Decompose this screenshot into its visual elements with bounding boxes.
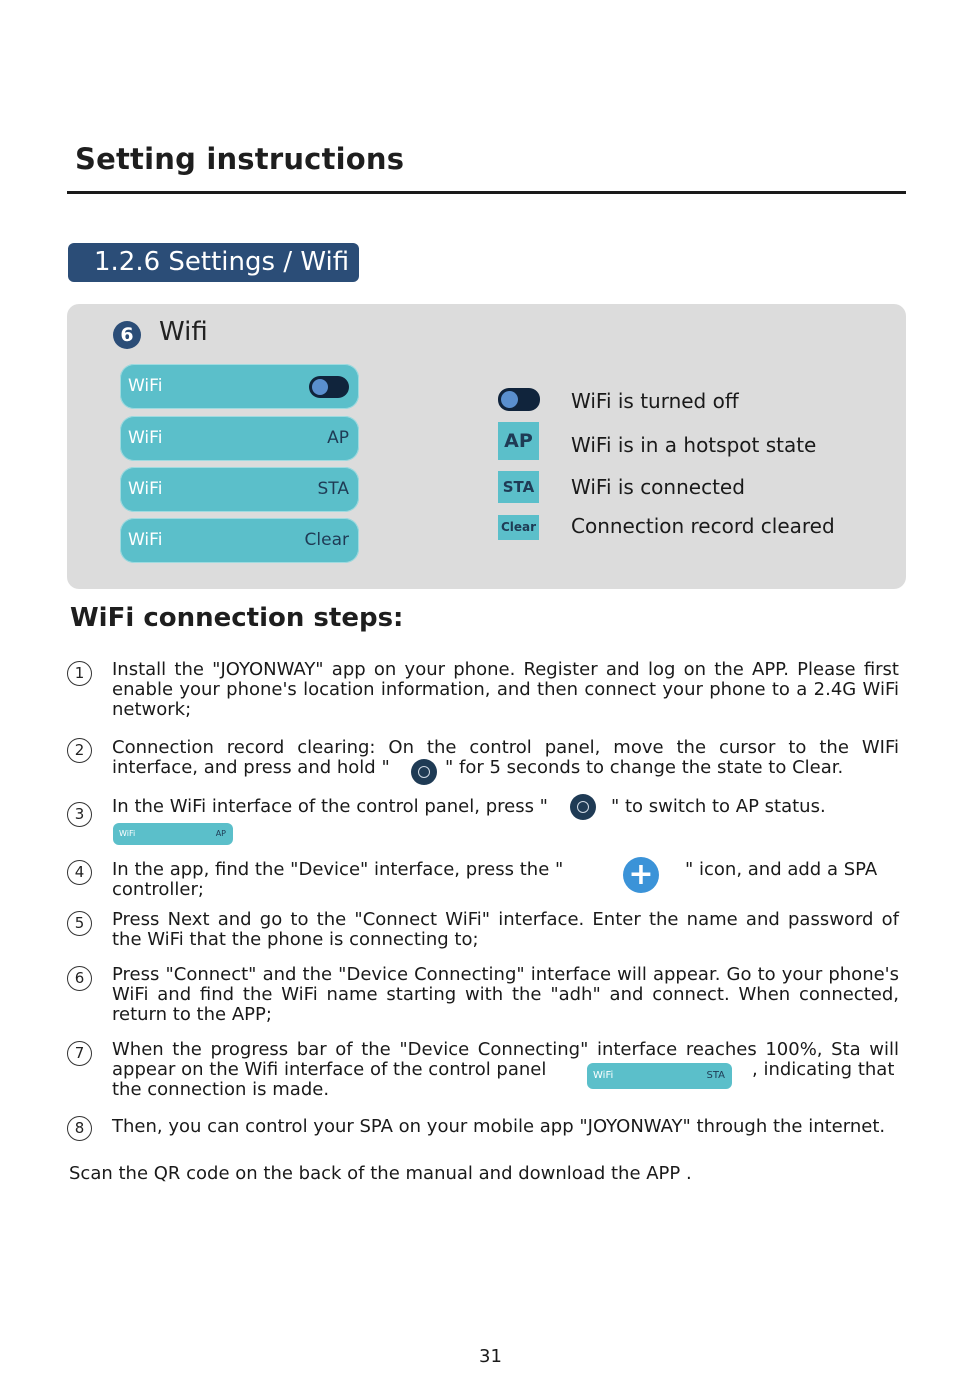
wifi-button-off[interactable] xyxy=(120,364,359,409)
clear-icon: Clear xyxy=(498,515,539,540)
steps-heading: WiFi connection steps: xyxy=(70,603,404,633)
step-text: , indicating that xyxy=(752,1059,895,1080)
bar-label: WiFi xyxy=(119,829,136,838)
control-button-icon xyxy=(570,794,596,820)
step-number: 1 xyxy=(67,661,92,686)
bar-label: WiFi xyxy=(593,1070,614,1081)
legend-text-clear: Connection record cleared xyxy=(571,514,835,538)
step-text: Then, you can control your SPA on your mobile app "JOYONWAY" through the internet. xyxy=(112,1116,886,1137)
step-number: 4 xyxy=(67,860,92,885)
toggle-off-icon xyxy=(309,376,349,398)
legend-text-off: WiFi is turned off xyxy=(571,389,739,413)
wifi-button-ap[interactable] xyxy=(120,416,359,461)
page-title: Setting instructions xyxy=(75,142,405,176)
step-text: Connection record clearing: On the control panel, move the cursor to the WIFi xyxy=(112,737,899,758)
wifi-button-state: STA xyxy=(317,479,349,499)
step-number: 3 xyxy=(67,802,92,827)
wifi-button-state: AP xyxy=(327,428,349,448)
step-text: the connection is made. xyxy=(112,1079,330,1100)
wifi-sta-bar xyxy=(587,1063,732,1089)
wifi-button-state: Clear xyxy=(304,530,349,550)
legend-text-sta: WiFi is connected xyxy=(571,475,745,499)
wifi-button-label: WiFi xyxy=(128,530,163,550)
wifi-button-sta[interactable] xyxy=(120,467,359,512)
step-text: In the app, find the "Device" interface, press the " xyxy=(112,859,564,880)
step-text: In the WiFi interface of the control panel, press " xyxy=(112,796,548,817)
toggle-off-icon xyxy=(498,388,540,411)
section-badge: 1.2.6 Settings / Wifi xyxy=(68,243,359,282)
bar-state: STA xyxy=(706,1070,725,1081)
step-text: Install the "JOYONWAY" app on your phone. Register and log on the APP. Please first enable your phone's location information, and then connect your phone to a 2.4G WiFi network; xyxy=(112,659,899,720)
wifi-ap-bar xyxy=(113,823,233,845)
title-divider xyxy=(67,191,906,194)
step-text: Press "Connect" and the "Device Connecting" interface will appear. Go to your phone's WiFi and find the WiFi name starting with the "adh" and connect. When connected, return to the APP; xyxy=(112,964,899,1025)
wifi-button-label: WiFi xyxy=(128,428,163,448)
step-text: appear on the Wifi interface of the control panel xyxy=(112,1059,547,1080)
bar-state: AP xyxy=(215,829,226,838)
step-text: When the progress bar of the "Device Connecting" interface reaches 100%, Sta will xyxy=(112,1039,899,1060)
scan-qr-note: Scan the QR code on the back of the manual and download the APP . xyxy=(69,1163,692,1184)
legend-text-ap: WiFi is in a hotspot state xyxy=(571,433,817,457)
wifi-button-clear[interactable] xyxy=(120,518,359,563)
wifi-button-label: WiFi xyxy=(128,479,163,499)
step-number: 8 xyxy=(67,1116,92,1141)
sta-icon: STA xyxy=(498,471,539,503)
panel-heading: Wifi xyxy=(159,317,208,347)
step-text: " to switch to AP status. xyxy=(611,796,826,817)
step-text: controller; xyxy=(112,879,204,900)
step-number: 7 xyxy=(67,1041,92,1066)
step-number: 5 xyxy=(67,911,92,936)
step-text: Press Next and go to the "Connect WiFi" interface. Enter the name and password of the WiFi that the phone is connecting to; xyxy=(112,909,899,950)
panel-number-badge: 6 xyxy=(113,321,141,349)
add-device-icon: + xyxy=(623,857,659,893)
step-number: 2 xyxy=(67,738,92,763)
control-button-icon xyxy=(411,759,437,785)
step-number: 6 xyxy=(67,966,92,991)
step-text: " for 5 seconds to change the state to Clear. xyxy=(445,757,844,778)
ap-icon: AP xyxy=(498,422,539,460)
page-number: 31 xyxy=(479,1346,502,1367)
step-text: " icon, and add a SPA xyxy=(685,859,878,880)
wifi-button-label: WiFi xyxy=(128,376,163,396)
step-text: interface, and press and hold " xyxy=(112,757,390,778)
